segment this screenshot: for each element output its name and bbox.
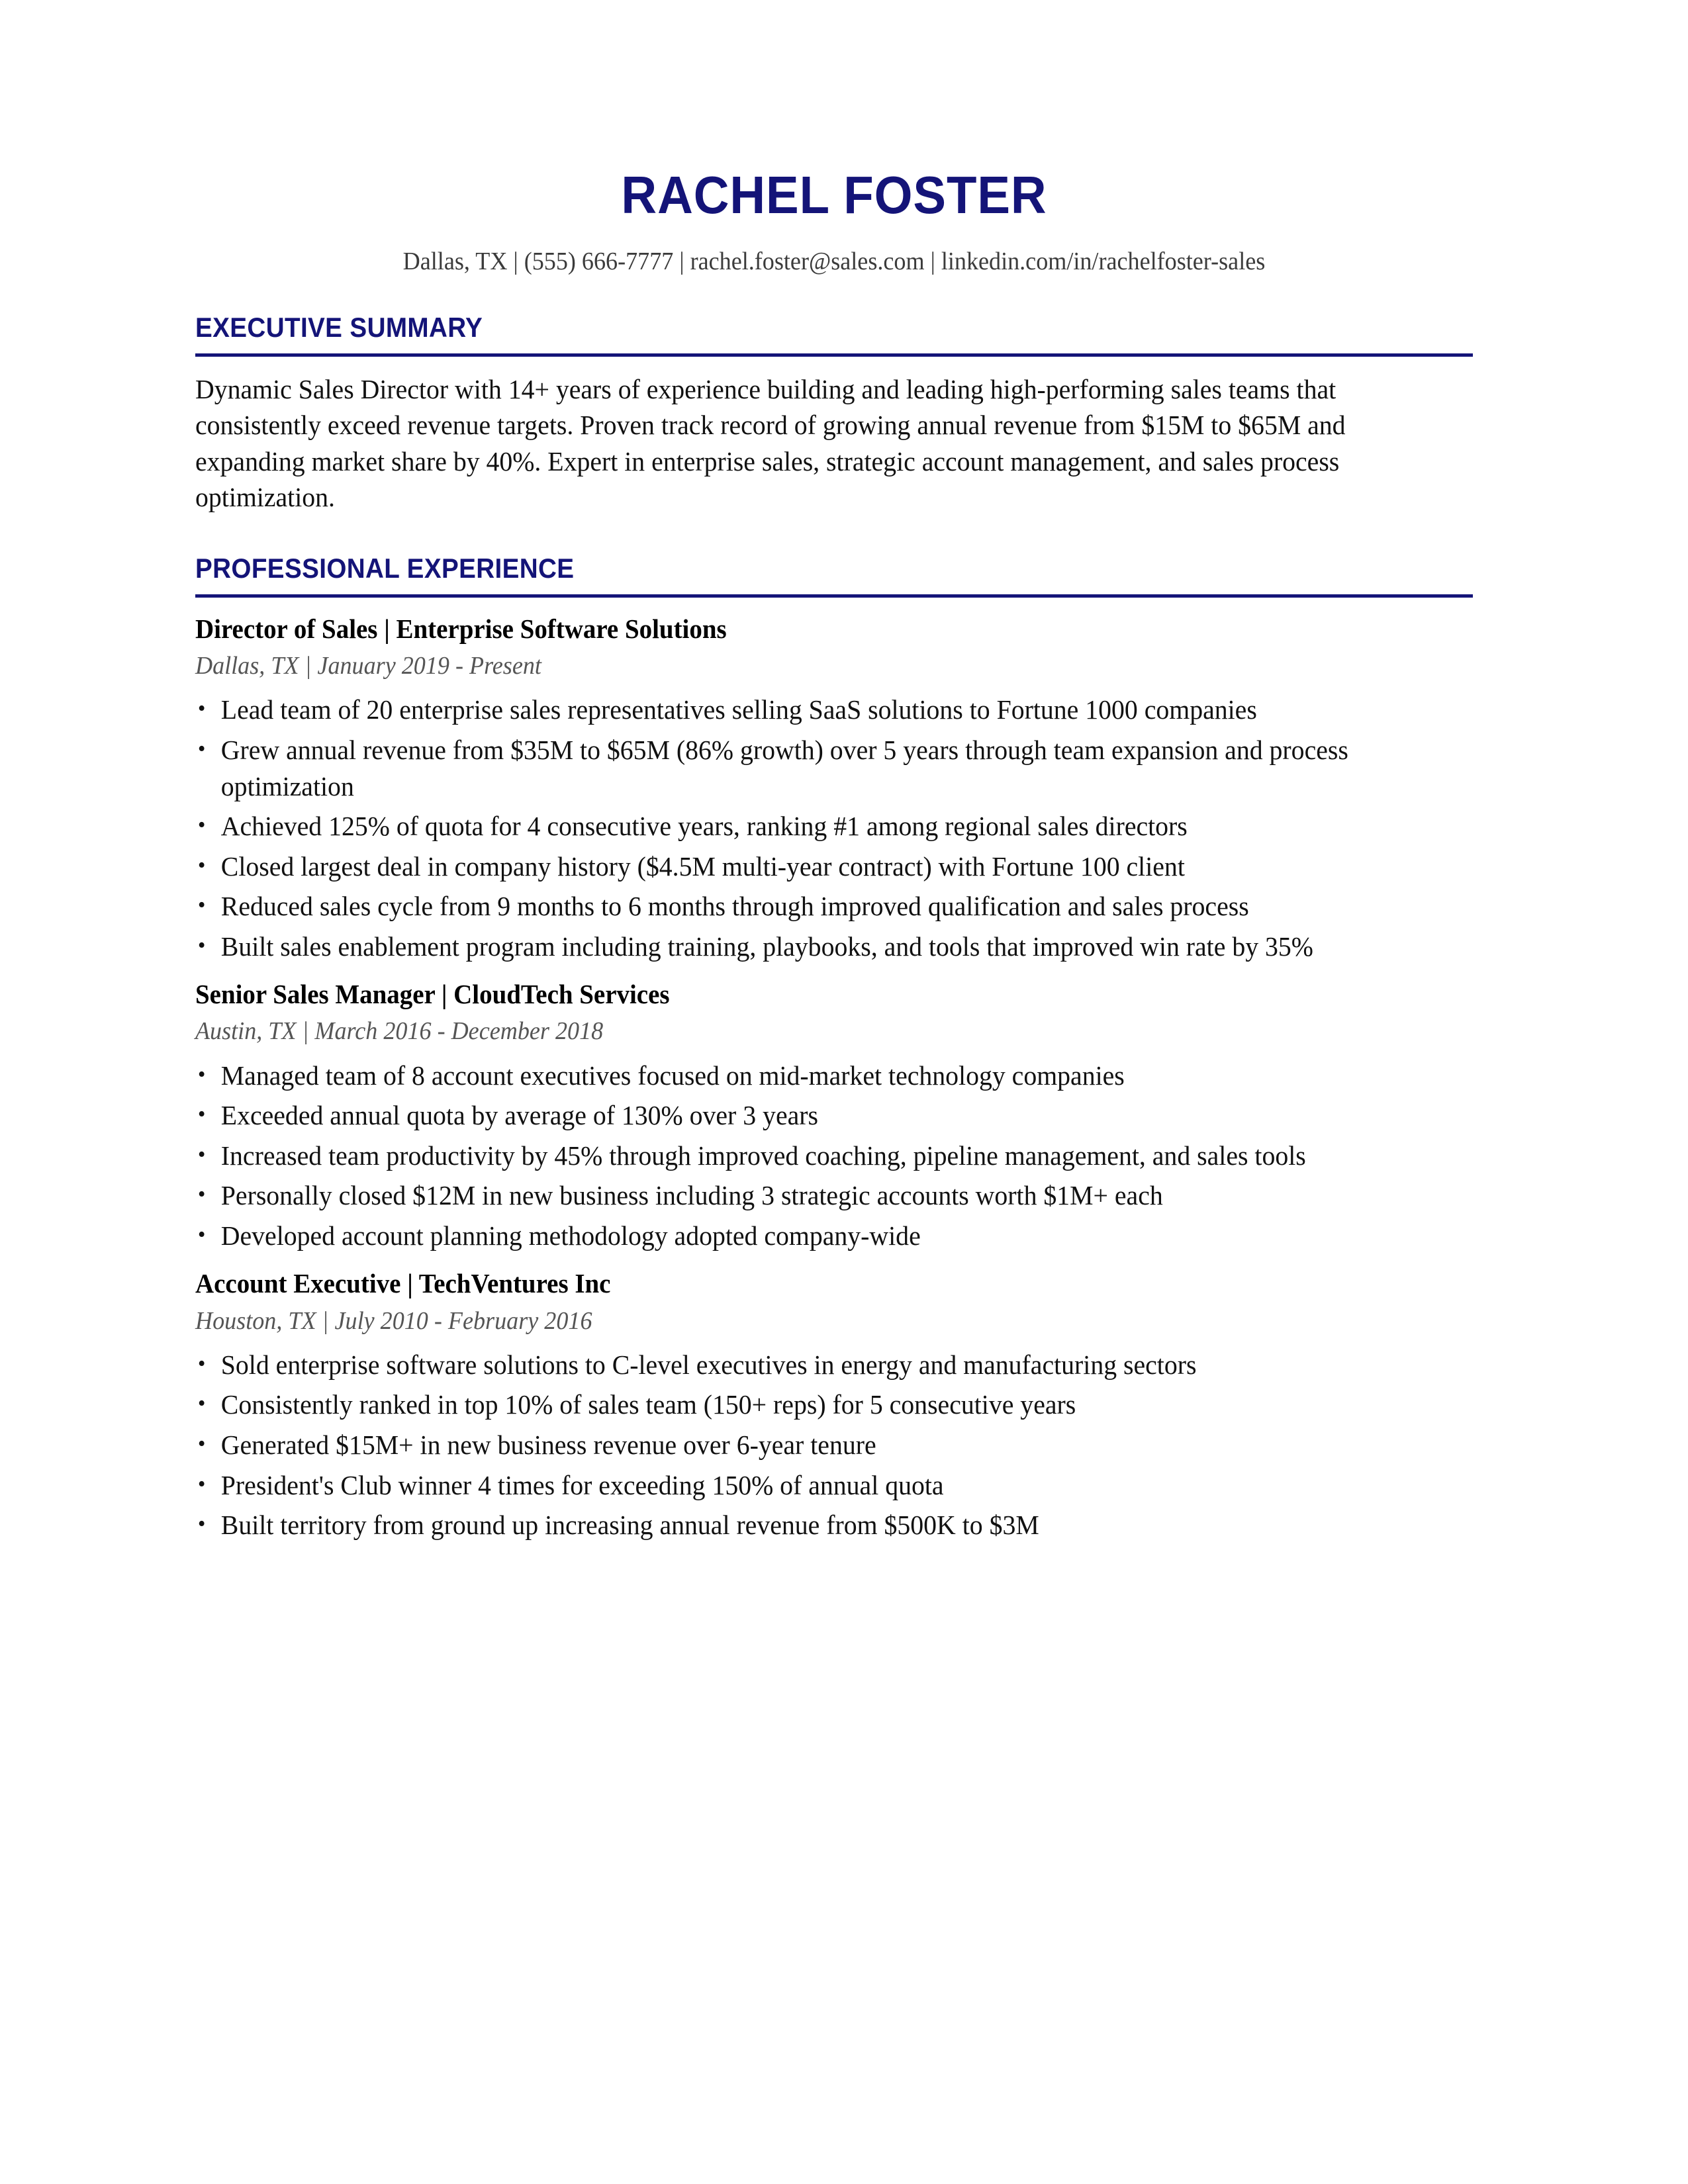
job-bullet-text: Developed account planning methodology adopted company-wide xyxy=(220,1220,921,1251)
bullet-dot-icon: • xyxy=(197,1102,206,1127)
bullet-dot-icon: • xyxy=(197,893,206,918)
job-bullet xyxy=(195,692,1434,728)
experience-entry xyxy=(195,964,1473,1253)
job-bullet-text: Achieved 125% of quota for 4 consecutive years, ranking #1 among regional sales directors xyxy=(220,811,1188,842)
bullet-dot-icon: • xyxy=(197,1512,206,1537)
job-bullet xyxy=(195,732,1434,804)
job-bullet-text: Generated $15M+ in new business revenue over 6-year tenure xyxy=(220,1429,876,1460)
job-location-dates: Austin, TX | March 2016 - December 2018 xyxy=(195,1017,604,1046)
bullet-dot-icon: • xyxy=(197,1062,206,1087)
job-bullet xyxy=(195,1218,1434,1254)
job-bullet-text: Built territory from ground up increasing annual revenue from $500K to $3M xyxy=(220,1510,1039,1541)
job-title-company: Senior Sales Manager | CloudTech Services xyxy=(195,979,670,1010)
job-bullet xyxy=(195,888,1434,925)
job-bullet-text: Lead team of 20 enterprise sales representatives selling SaaS solutions to Fortune 1000 companies xyxy=(220,694,1257,725)
job-bullet-text: Increased team productivity by 45% through improved coaching, pipeline management, and sales tools xyxy=(220,1140,1306,1171)
job-bullet xyxy=(195,1347,1434,1383)
bullet-dot-icon: • xyxy=(197,813,206,838)
job-bullet xyxy=(195,1058,1434,1094)
section-title-professional-experience: PROFESSIONAL EXPERIENCE xyxy=(195,552,575,584)
job-title-company: Director of Sales | Enterprise Software Solutions xyxy=(195,613,727,644)
job-location-dates: Dallas, TX | January 2019 - Present xyxy=(195,652,541,680)
job-bullet-list xyxy=(195,1338,1473,1543)
contact-line: Dallas, TX | (555) 666-7777 | rachel.foster@sales.com | linkedin.com/in/rachelfoster-sales xyxy=(402,248,1266,275)
job-bullet xyxy=(195,1467,1434,1504)
bullet-dot-icon: • xyxy=(197,696,206,721)
bullet-dot-icon: • xyxy=(197,852,206,878)
job-bullet-text: Closed largest deal in company history ($4.5M multi-year contract) with Fortune 100 client xyxy=(220,850,1185,882)
job-bullet xyxy=(195,1097,1434,1134)
resume-header xyxy=(195,0,1473,277)
bullet-dot-icon: • xyxy=(197,1391,206,1416)
candidate-name: RACHEL FOSTER xyxy=(621,165,1047,224)
job-bullet-text: Reduced sales cycle from 9 months to 6 months through improved qualification and sales process xyxy=(220,891,1249,922)
job-bullet-text: Built sales enablement program including training, playbooks, and tools that improved win rate by 35% xyxy=(220,931,1313,962)
bullet-dot-icon: • xyxy=(197,1351,206,1376)
job-bullet-text: Exceeded annual quota by average of 130% over 3 years xyxy=(220,1100,818,1131)
job-bullet xyxy=(195,1507,1434,1543)
job-bullet-list xyxy=(195,1048,1473,1254)
bullet-dot-icon: • xyxy=(197,933,206,958)
experience-entry xyxy=(195,1253,1473,1543)
job-bullet xyxy=(195,1138,1434,1174)
job-bullet-text: Personally closed $12M in new business including 3 strategic accounts worth $1M+ each xyxy=(220,1180,1163,1211)
job-bullet-text: President's Club winner 4 times for exceeding 150% of annual quota xyxy=(220,1469,944,1500)
bullet-dot-icon: • xyxy=(197,1222,206,1247)
bullet-dot-icon: • xyxy=(197,1431,206,1456)
job-title-company: Account Executive | TechVentures Inc xyxy=(195,1268,611,1299)
bullet-dot-icon: • xyxy=(197,737,206,761)
job-bullet-text: Managed team of 8 account executives focused on mid-market technology companies xyxy=(220,1060,1125,1091)
experience-list xyxy=(195,598,1473,1543)
job-bullet xyxy=(195,1427,1434,1463)
section-title-executive-summary: EXECUTIVE SUMMARY xyxy=(195,311,483,343)
executive-summary-body: Dynamic Sales Director with 14+ years of experience building and leading high-performing sales teams that consistently exceed revenue targets. Proven track record of growing annual revenue from $15M to $65M and expanding market share by 40%. Expert in enterprise sales, strategic account management, and sales process optimization. xyxy=(195,373,1346,513)
bullet-dot-icon: • xyxy=(197,1142,206,1167)
experience-entry xyxy=(195,598,1473,964)
job-bullet-list xyxy=(195,682,1473,964)
job-bullet-text: Consistently ranked in top 10% of sales team (150+ reps) for 5 consecutive years xyxy=(220,1389,1076,1420)
section-professional-experience xyxy=(195,554,1473,1543)
job-bullet xyxy=(195,808,1434,844)
job-bullet xyxy=(195,1177,1434,1214)
job-bullet xyxy=(195,848,1434,885)
bullet-dot-icon: • xyxy=(197,1182,206,1207)
job-bullet xyxy=(195,929,1434,965)
section-executive-summary xyxy=(195,313,1473,516)
job-location-dates: Houston, TX | July 2010 - February 2016 xyxy=(195,1306,592,1335)
job-bullet xyxy=(195,1387,1434,1423)
bullet-dot-icon: • xyxy=(197,1471,206,1496)
job-bullet-text: Grew annual revenue from $35M to $65M (86% growth) over 5 years through team expansion and process optimization xyxy=(220,735,1348,801)
resume-content xyxy=(195,0,1473,1543)
job-bullet-text: Sold enterprise software solutions to C-level executives in energy and manufacturing sectors xyxy=(220,1349,1197,1380)
